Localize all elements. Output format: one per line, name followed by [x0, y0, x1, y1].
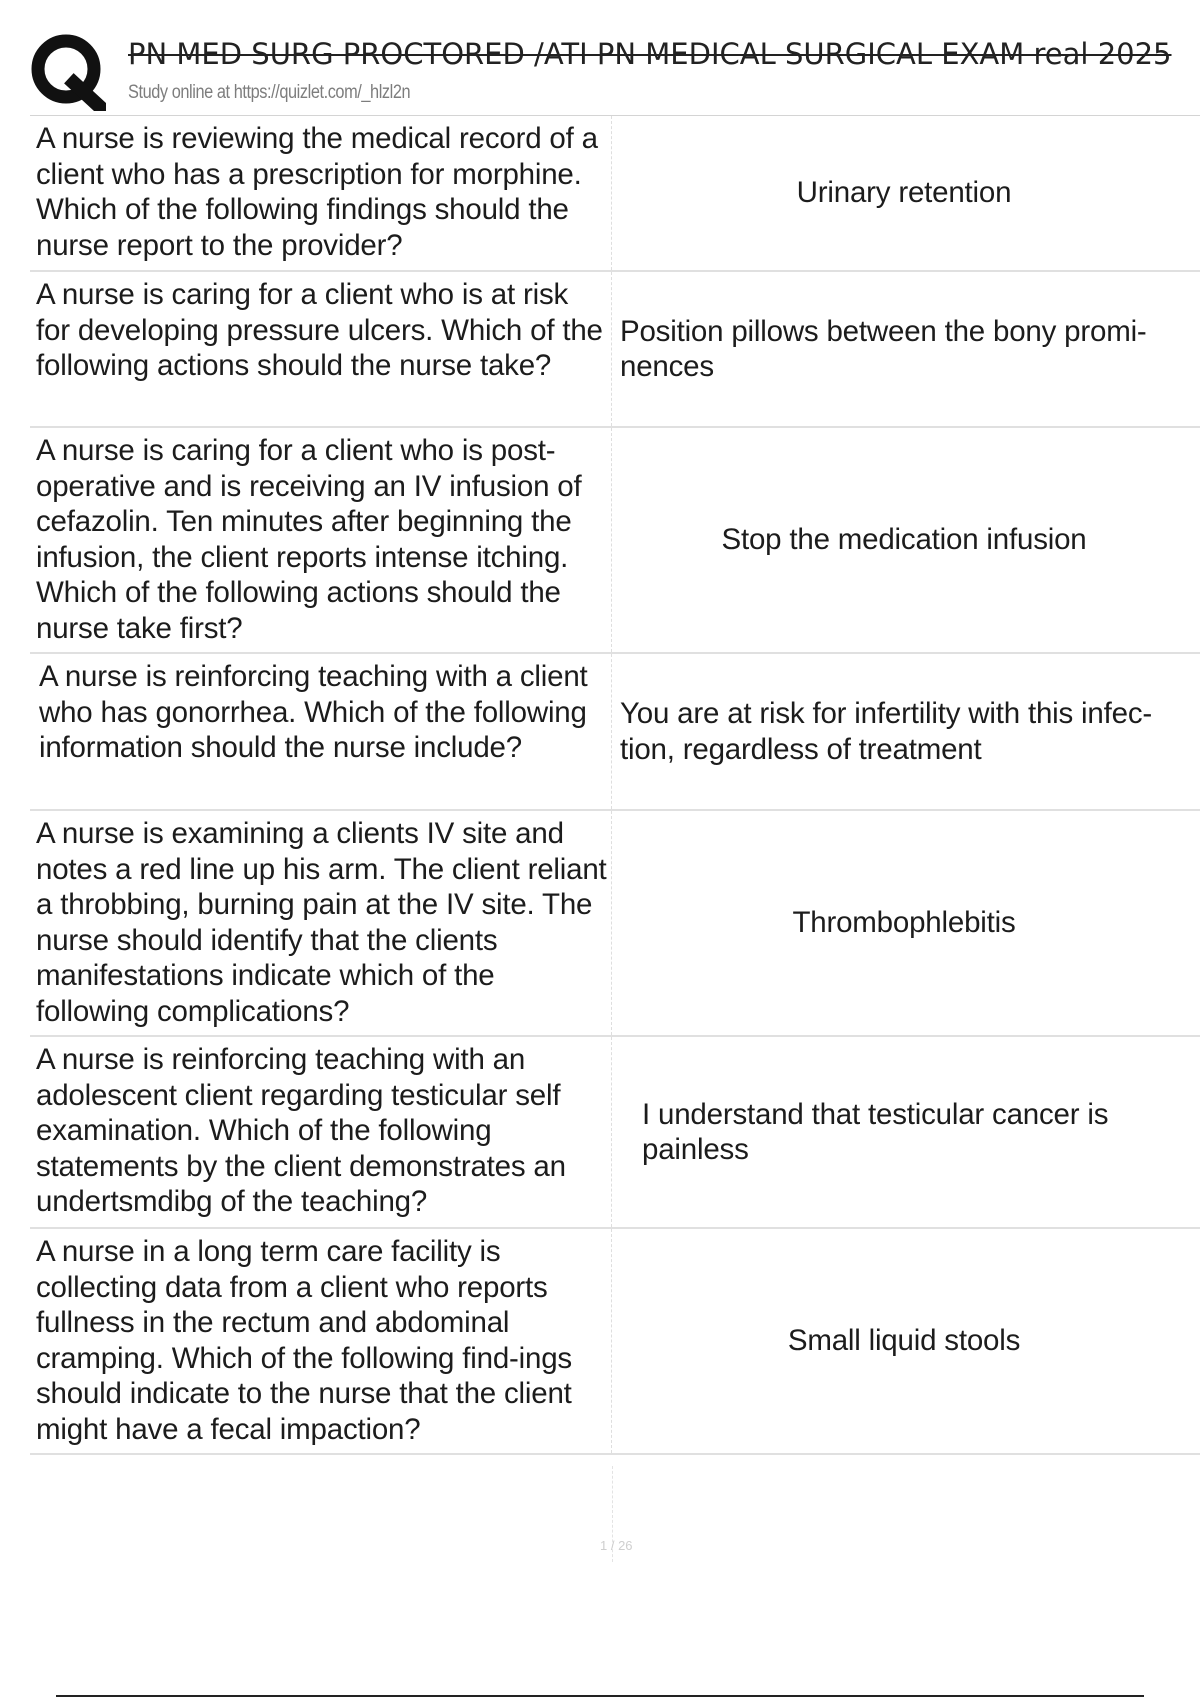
flashcard-list	[30, 116, 1200, 1455]
flashcard	[30, 1037, 1200, 1229]
card-definition: Position pillows between the bony promi-nences	[620, 314, 1147, 383]
card-term: A nurse is caring for a client who is post-operative and is receiving an IV infusion of cefazolin. Ten minutes after beginning the infusion, the client reports intense itching. Which of the following actions should the nurse take first?	[30, 428, 612, 652]
document-title: PN MED SURG PROCTORED /ATI PN MEDICAL SURGICAL EXAM real 2025	[128, 37, 1172, 71]
card-definition: I understand that testicular cancer is painless	[642, 1097, 1109, 1166]
page-number: 1 / 26	[600, 1538, 633, 1553]
card-definition: Urinary retention	[796, 176, 1012, 210]
flashcard	[30, 811, 1200, 1037]
flashcard	[30, 272, 1200, 428]
card-definition: Thrombophlebitis	[792, 906, 1016, 940]
card-term: A nurse is reinforcing teaching with an adolescent client regarding testicular self examination. Which of the following statements by the client demonstrates an undertsmdibg of the teaching?	[30, 1037, 612, 1227]
card-definition: You are at risk for infertility with this infec-tion, regardless of treatment	[620, 697, 1152, 766]
flashcard	[30, 116, 1200, 272]
flashcard	[30, 654, 1200, 811]
quizlet-q-icon	[30, 33, 106, 111]
card-term: A nurse is examining a clients IV site and notes a red line up his arm. The client reliant a throbbing, burning pain at the IV site. The nurse should identify that the clients manifestations indicate which of the following complications?	[30, 811, 612, 1035]
card-term: A nurse is reviewing the medical record of a client who has a prescription for morphine. Which of the following findings should the nurse report to the provider?	[30, 116, 612, 270]
card-term: A nurse is reinforcing teaching with a client who has gonorrhea. Which of the following information should the nurse include?	[30, 654, 612, 809]
footer-divider	[56, 1695, 1144, 1697]
document-header	[0, 0, 1200, 116]
card-term: A nurse in a long term care facility is collecting data from a client who reports fullness in the rectum and abdominal cramping. Which of the following find-ings should indicate to the nurse that the client might have a fecal impaction?	[30, 1229, 612, 1453]
card-definition: Stop the medication infusion	[721, 523, 1087, 557]
flashcard	[30, 1229, 1200, 1455]
study-online-link[interactable]: Study online at https://quizlet.com/_hlzl2n	[128, 82, 411, 103]
flashcard	[30, 428, 1200, 654]
card-definition: Small liquid stools	[787, 1324, 1021, 1358]
card-term: A nurse is caring for a client who is at risk for developing pressure ulcers. Which of the following actions should the nurse take?	[30, 272, 612, 426]
